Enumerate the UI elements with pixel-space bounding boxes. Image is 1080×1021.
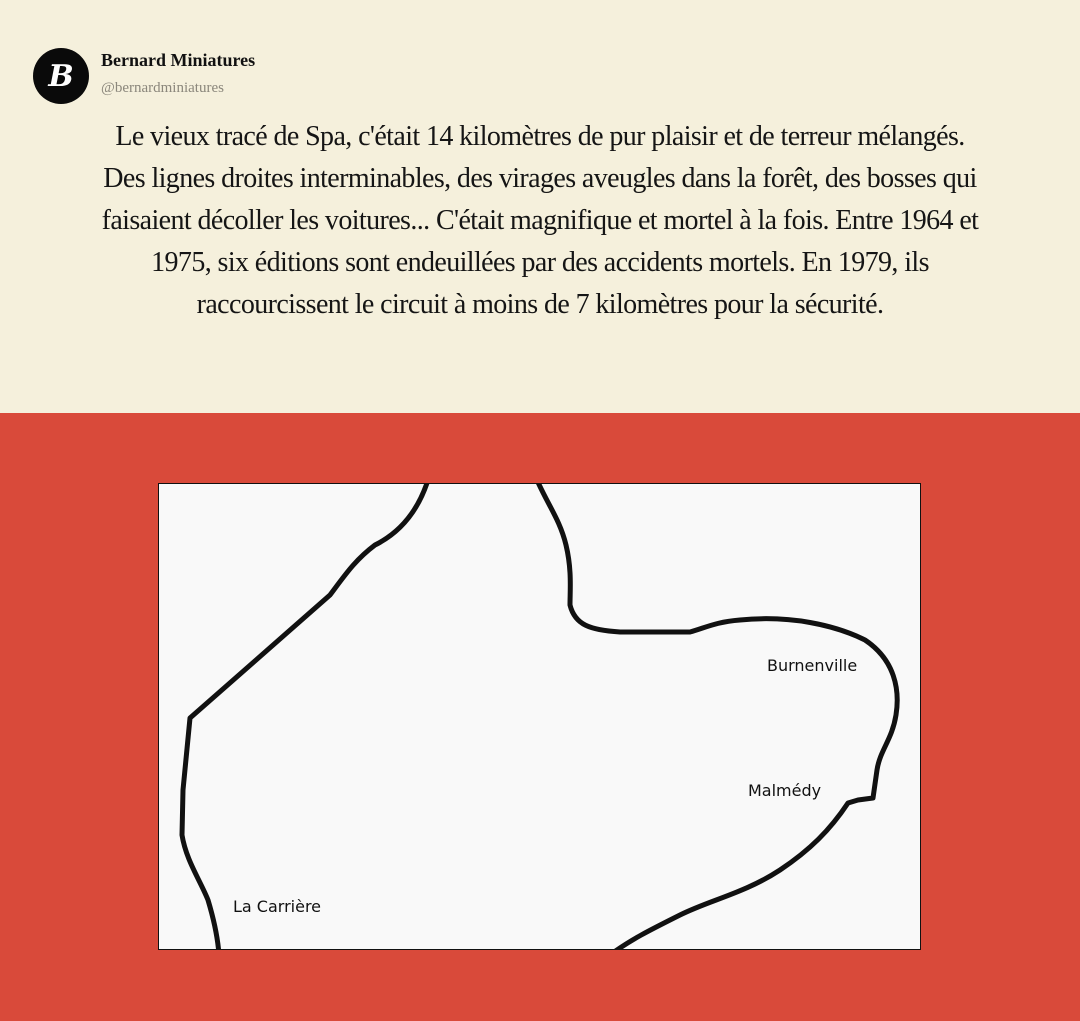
author-name[interactable]: Bernard Miniatures [101, 50, 256, 70]
post-text-line: Le vieux tracé de Spa, c'était 14 kilomètres de pur plaisir et de terreur mélangés. [115, 121, 965, 152]
track-left-line [182, 480, 428, 955]
post-text-line: faisaient décoller les voitures... C'était magnifique et mortel à la fois. Entre 1964 et [101, 205, 979, 236]
avatar-letter: B [48, 58, 74, 94]
map-label-la-carriere: La Carrière [233, 897, 322, 916]
map-label-burnenville: Burnenville [767, 656, 858, 675]
author-handle[interactable]: @bernardminiatures [101, 80, 224, 96]
map-label-malmedy: Malmédy [748, 781, 822, 800]
post-text-line: raccourcissent le circuit à moins de 7 kilomètres pour la sécurité. [196, 289, 884, 320]
post-text-line: 1975, six éditions sont endeuillées par des accidents mortels. En 1979, ils [151, 247, 929, 278]
post-text-line: Des lignes droites interminables, des virages aveugles dans la forêt, des bosses qui [103, 163, 977, 194]
track-right-line [537, 480, 897, 955]
